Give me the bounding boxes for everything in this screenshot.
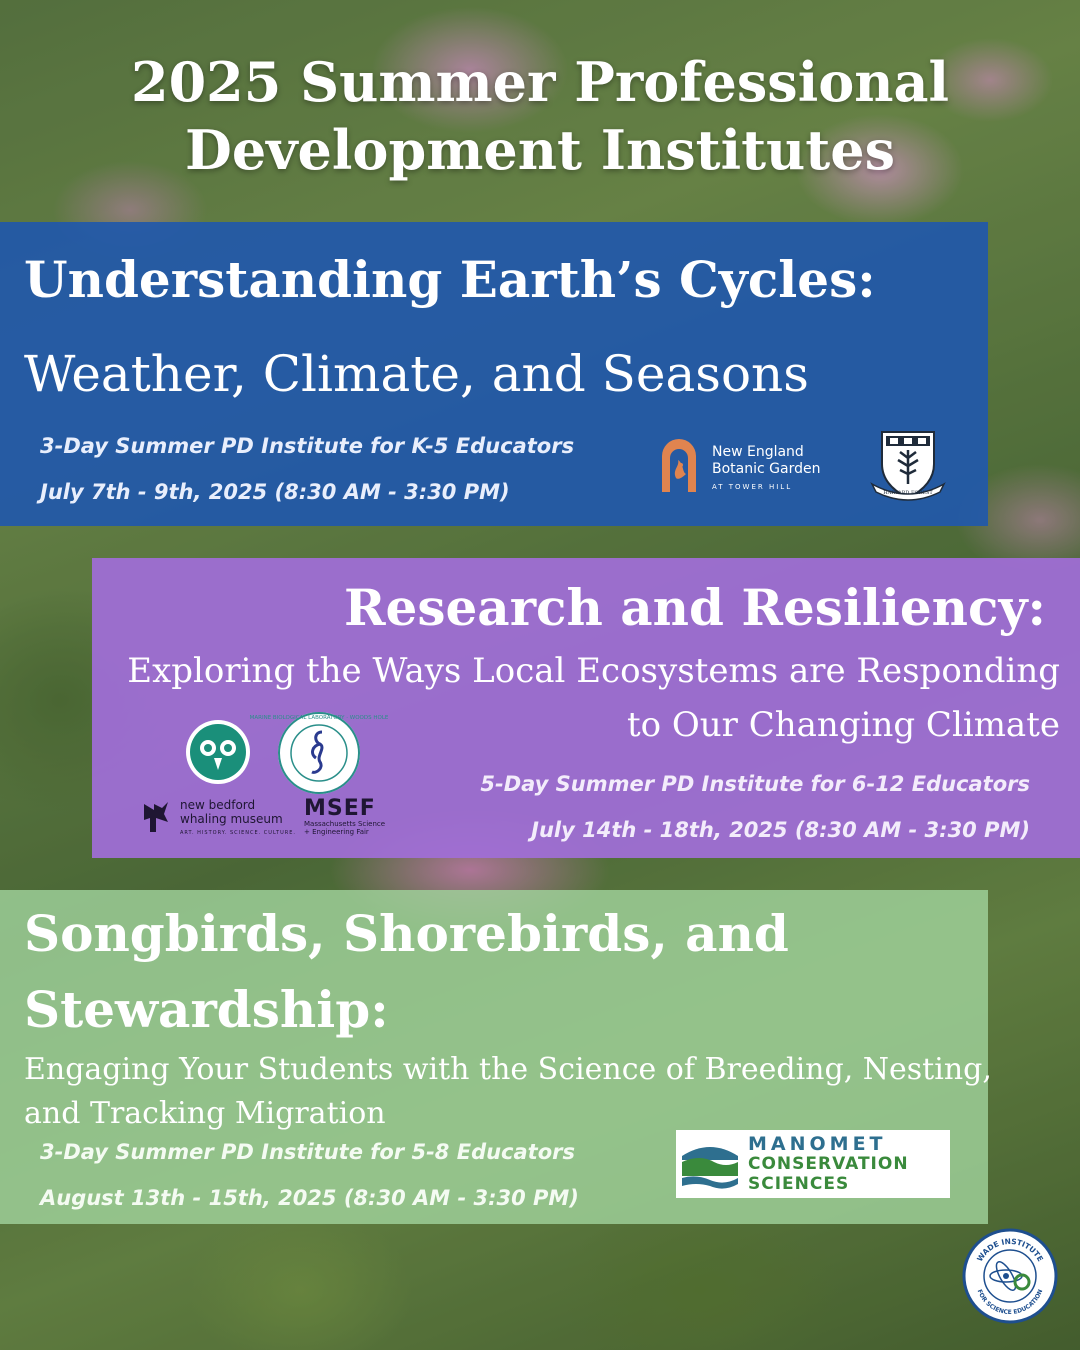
owl-emblem-logo-icon <box>184 718 252 786</box>
wade-institute-seal-icon <box>962 1228 1058 1324</box>
page-title <box>0 48 1080 184</box>
msef-logo <box>304 798 404 842</box>
botanic-garden-icon <box>656 434 702 494</box>
institute-audience: 5-Day Summer PD Institute for 6-12 Educators <box>480 772 1030 796</box>
nebg-line-3: AT TOWER HILL <box>712 483 793 491</box>
mbl-ring-text: MARINE BIOLOGICAL LABORATORY · WOODS HOLE <box>249 715 389 721</box>
institute-title: Research and Resiliency: <box>343 578 1046 637</box>
wade-seal-top-text: WADE INSTITUTE <box>975 1236 1045 1264</box>
manomet-logo <box>676 1130 950 1198</box>
nbwm-tagline: ART. HISTORY. SCIENCE. CULTURE. <box>180 830 296 836</box>
nbwm-line-2: whaling museum <box>180 812 283 826</box>
manomet-landscape-icon <box>680 1134 740 1194</box>
new-england-botanic-garden-logo <box>656 434 846 496</box>
msef-line-2: + Engineering Fair <box>304 828 369 836</box>
institute-title-line-1: Songbirds, Shorebirds, and <box>24 904 789 963</box>
institute-audience: 3-Day Summer PD Institute for 5-8 Educators <box>40 1140 575 1164</box>
marine-biological-laboratory-logo-icon <box>249 710 389 796</box>
institute-card-research-resiliency <box>92 558 1080 858</box>
institute-audience: 3-Day Summer PD Institute for K-5 Educators <box>40 434 575 458</box>
institute-card-songbirds-shorebirds <box>0 890 992 1224</box>
msef-wordmark: MSEF <box>304 796 376 821</box>
nebg-line-1: New England <box>712 444 804 460</box>
msef-line-1: Massachusetts Science <box>304 820 386 828</box>
institute-title <box>24 896 789 1048</box>
institute-dates: August 13th - 15th, 2025 (8:30 AM - 3:30 PM) <box>40 1186 579 1210</box>
new-bedford-whaling-museum-logo <box>142 798 296 842</box>
nebg-line-2: Botanic Garden <box>712 461 821 477</box>
institute-subtitle-line-2: to Our Changing Climate <box>626 705 1060 745</box>
institute-subtitle <box>24 1048 992 1136</box>
institute-subtitle: Weather, Climate, and Seasons <box>24 345 809 403</box>
page-title-line-1: 2025 Summer Professional <box>131 50 949 114</box>
manomet-line-2: CONSERVATION <box>748 1154 909 1174</box>
institute-subtitle-line-1: Engaging Your Students with the Science of Breeding, Nesting, <box>24 1052 992 1087</box>
manomet-line-3: SCIENCES <box>748 1174 850 1194</box>
institute-subtitle-line-1: Exploring the Ways Local Ecosystems are Responding <box>127 651 1060 691</box>
institute-dates: July 7th - 9th, 2025 (8:30 AM - 3:30 PM) <box>40 480 510 504</box>
institute-title-line-2: Stewardship: <box>24 980 389 1039</box>
institute-card-earth-cycles <box>0 222 988 526</box>
institute-dates: July 14th - 18th, 2025 (8:30 AM - 3:30 PM) <box>531 818 1030 842</box>
institute-subtitle-line-2: and Tracking Migration <box>24 1096 386 1131</box>
institute-title: Understanding Earth’s Cycles: <box>24 250 876 309</box>
manomet-line-1: MANOMET <box>748 1133 887 1155</box>
whale-tail-icon <box>142 800 170 836</box>
harvard-forest-banner: HARVARD FOREST <box>883 490 933 496</box>
nbwm-line-1: new bedford <box>180 798 256 812</box>
harvard-forest-shield-icon <box>870 428 946 500</box>
page-title-line-2: Development Institutes <box>185 118 895 182</box>
wade-seal-bottom-text: FOR SCIENCE EDUCATION <box>975 1288 1045 1317</box>
